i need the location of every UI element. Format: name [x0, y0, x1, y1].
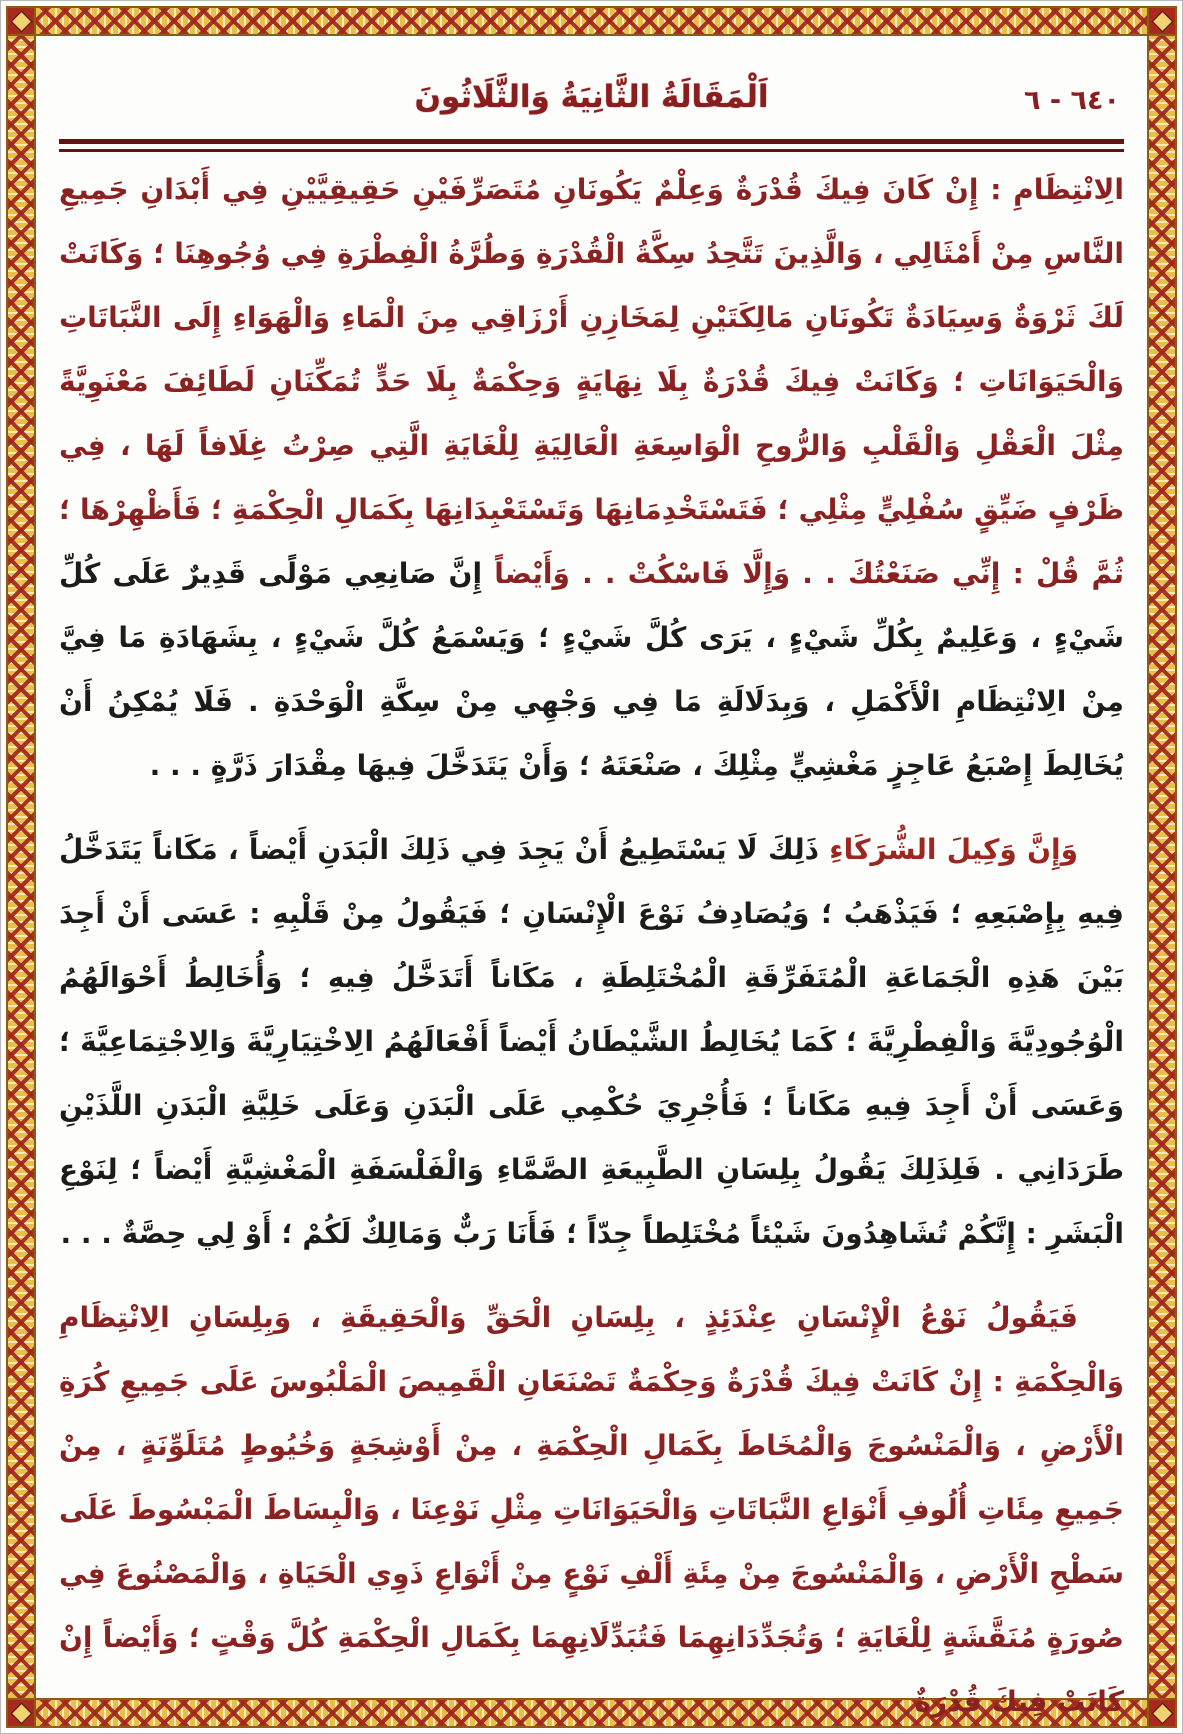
paragraph-1-maroon-run: الِانْتِظَامِ : إِنْ كَانَ فِيكَ قُدْرَةٌ وَعِلْمٌ يَكُونَانِ مُتَصَرِّفَيْنِ حَقِيقِيَّيْنِ فِي أَبْدَانِ جَمِيعِ النَّاسِ مِنْ أَمْثَالِي ، وَالَّذِينَ تَتَّحِدُ سِكَّةُ الْقُدْرَةِ وَطُرَّةُ الْفِطْرَةِ فِي وُجُوهِنَا ؛ وَكَانَتْ لَكَ ثَرْوَةٌ وَسِيَادَةٌ تَكُونَانِ مَالِكَتَيْنِ لِمَخَازِنِ أَرْزَاقِي مِنَ الْمَاءِ وَالْهَوَاءِ إِلَى النَّبَاتَاتِ وَالْحَيَوَانَاتِ ؛ وَكَانَتْ فِيكَ قُدْرَةٌ بِلَا نِهَايَةٍ وَحِكْمَةٌ بِلَا حَدٍّ تُمَكِّنَانِ لَطَائِفَ مَعْنَوِيَّةً مِثْلَ الْعَقْلِ وَالْقَلْبِ وَالرُّوحِ الْوَاسِعَةِ الْعَالِيَةِ لِلْغَايَةِ الَّتِي صِرْتُ غِلَافاً لَهَا ، فِي ظَرْفٍ ضَيِّقٍ سُفْلِيٍّ مِثْلِي ؛ فَتَسْتَخْدِمَانِهَا وَتَسْتَعْبِدَانِهَا بِكَمَالِ الْحِكْمَةِ ؛ فَأَظْهِرْهَا ؛ ثُمَّ قُلْ : إِنِّي صَنَعْتُكَ . . وَإِلَّا فَاسْكُتْ . . وَأَيْضاً: [59, 173, 1124, 590]
ornamental-border-right: [1147, 6, 1177, 1728]
paragraph-2-black-run: ذَلِكَ لَا يَسْتَطِيعُ أَنْ يَجِدَ فِي ذَلِكَ الْبَدَنِ أَيْضاً ، مَكَاناً يَتَدَخَّلُ فِيهِ بِإِصْبَعِهِ ؛ فَيَذْهَبُ ؛ وَيُصَادِفُ نَوْعَ الْإِنْسَانِ ؛ فَيَقُولُ مِنْ قَلْبِهِ : عَسَى أَنْ أَجِدَ بَيْنَ هَذِهِ الْجَمَاعَةِ الْمُتَفَرِّقَةِ الْمُخْتَلِطَةِ ، مَكَاناً أَتَدَخَّلُ فِيهِ ؛ وَأُخَالِطُ أَحْوَالَهُمُ الْوُجُودِيَّةَ وَالْفِطْرِيَّةَ ؛ كَمَا يُخَالِطُ الشَّيْطَانُ أَيْضاً أَفْعَالَهُمُ الِاخْتِيَارِيَّةَ وَالِاجْتِمَاعِيَّةَ ؛ وَعَسَى أَنْ أَجِدَ فِيهِ مَكَاناً ؛ فَأُجْرِيَ حُكْمِي عَلَى الْبَدَنِ وَعَلَى خَلِيَّةِ الْبَدَنِ اللَّذَيْنِ طَرَدَانِي . فَلِذَلِكَ يَقُولُ بِلِسَانِ الطَّبِيعَةِ الصَّمَّاءِ وَالْفَلْسَفَةِ الْمَغْشِيَّةِ أَيْضاً ؛ لِنَوْعِ الْبَشَرِ : إِنَّكُمْ تُشَاهِدُونَ شَيْئاً مُخْتَلِطاً جِدّاً ؛ فَأَنَا رَبٌّ وَمَالِكٌ لَكُمْ ؛ أَوْ لِي حِصَّةٌ . . .: [59, 833, 1124, 1250]
border-corner-ornament: [6, 1698, 36, 1728]
ornamental-border-top: [6, 6, 1177, 36]
paragraph-2: [59, 818, 1124, 1266]
border-corner-ornament: [1147, 6, 1177, 36]
paragraph-2-opening-phrase: وَإِنَّ وَكِيلَ الشُّرَكَاءِ: [819, 833, 1078, 866]
paragraph-3-maroon-run: فَيَقُولُ نَوْعُ الْإِنْسَانِ عِنْدَئِذٍ ، بِلِسَانِ الْحَقِّ وَالْحَقِيقَةِ ، وَبِلِسَانِ الِانْتِظَامِ وَالْحِكْمَةِ : إِنْ كَانَتْ فِيكَ قُدْرَةٌ وَحِكْمَةٌ تَصْنَعَانِ الْقَمِيصَ الْمَلْبُوسَ عَلَى جَمِيعِ كُرَةِ الْأَرْضِ ، وَالْمَنْسُوجَ وَالْمُخَاطَ بِكَمَالِ الْحِكْمَةِ ، مِنْ أَوْشِجَةٍ وَخُيُوطٍ مُتَلَوِّنَةٍ ، مِنْ جَمِيعِ مِئَاتِ أُلُوفِ أَنْوَاعِ النَّبَاتَاتِ وَالْحَيَوَانَاتِ مِثْلِ نَوْعِنَا ، وَالْبِسَاطَ الْمَبْسُوطَ عَلَى سَطْحِ الْأَرْضِ ، وَالْمَنْسُوجَ مِنْ مِئَةِ أَلْفِ نَوْعٍ مِنْ أَنْوَاعِ ذَوِي الْحَيَاةِ ، وَالْمَصْنُوعَ فِي صُورَةٍ مُنَقَّشَةٍ لِلْغَايَةِ ؛ وَتُجَدِّدَانِهِمَا فَتُبَدِّلَانِهِمَا بِكَمَالِ الْحِكْمَةِ كُلَّ وَقْتٍ ؛ وَأَيْضاً إِنْ كَانَتْ فِيكَ قُدْرَةٌ: [59, 1301, 1124, 1718]
paragraph-1: [59, 158, 1124, 798]
page-number: ٦٤٠ - ٦: [1024, 85, 1120, 116]
paragraph-3: [59, 1286, 1124, 1734]
border-corner-ornament: [1147, 1698, 1177, 1728]
page-content: [59, 49, 1124, 1718]
page-header: [59, 79, 1124, 127]
body-text: [59, 158, 1124, 1734]
header-rule: [59, 139, 1124, 152]
border-corner-ornament: [6, 6, 36, 36]
paragraph-1-black-run: إِنَّ صَانِعِي مَوْلًى قَدِيرٌ عَلَى كُلِّ شَيْءٍ ، وَعَلِيمٌ بِكُلِّ شَيْءٍ ، يَرَى كُلَّ شَيْءٍ ؛ وَيَسْمَعُ كُلَّ شَيْءٍ ، بِشَهَادَةِ مَا فِيَّ مِنْ الِانْتِظَامِ الْأَكْمَلِ ، وَبِدَلَالَةِ مَا فِي وَجْهِي مِنْ سِكَّةِ الْوَحْدَةِ . فَلَا يُمْكِنُ أَنْ يُخَالِطَ إِصْبَعُ عَاجِزٍ مَغْشِيٍّ مِثْلِكَ ، صَنْعَتَهُ ؛ وَأَنْ يَتَدَخَّلَ فِيهَا مِقْدَارَ ذَرَّةٍ . . .: [59, 557, 1124, 782]
ornamental-border-left: [6, 6, 36, 1728]
page-title: اَلْمَقَالَةُ الثَّانِيَةُ وَالثَّلَاثُونَ: [414, 79, 769, 115]
